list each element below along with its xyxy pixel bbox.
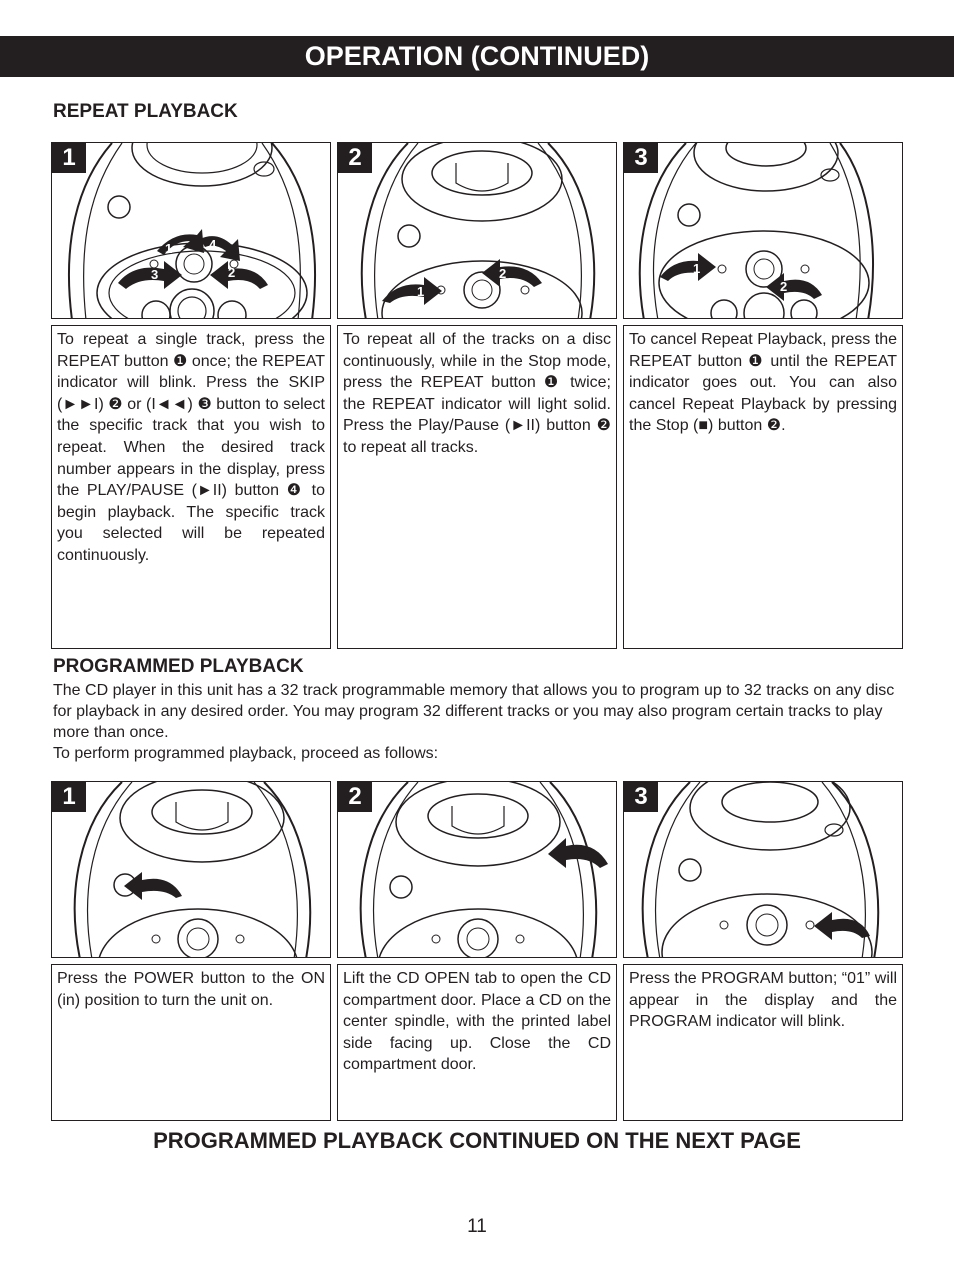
intro-paragraph: The CD player in this unit has a 32 track programmable memory that allows you to program up to 32 tracks on any disc for playback in any desired order. You may program 32 different tracks or you may also program certain tracks to play more than once. [53,682,895,741]
step-number-badge: 1 [52,143,86,173]
programmed-step-1-illustration [51,781,331,958]
callout-1: 1 [417,284,425,299]
repeat-step-3-text: To cancel Repeat Playback, press the REPEAT button ❶ until the REPEAT indicator goes out. You can also cancel Repeat Playback by pressing the Stop (■) button ❷. [623,325,903,649]
programmed-step-2-illustration [337,781,617,958]
cd-player-illustration [624,143,903,319]
callout-2: 2 [780,279,788,294]
cd-player-illustration [52,782,331,958]
callout-1: 1 [693,261,701,276]
programmed-step-2-text: Lift the CD OPEN tab to open the CD compartment door. Place a CD on the center spindle, with the printed label side facing up. Close the CD compartment door. [337,964,617,1121]
cd-player-illustration [52,143,331,319]
page-number: 11 [467,1216,487,1237]
cd-player-illustration [338,143,617,319]
callout-2: 2 [499,266,507,281]
page-title: OPERATION (CONTINUED) [304,41,650,71]
callout-3: 3 [151,267,159,282]
step-number-badge: 3 [624,782,658,812]
repeat-step-1-illustration [51,142,331,319]
programmed-section-title: PROGRAMMED PLAYBACK [53,656,304,677]
programmed-step-3-illustration [623,781,903,958]
step-number-badge: 2 [338,782,372,812]
continued-note: PROGRAMMED PLAYBACK CONTINUED ON THE NEXT PAGE [153,1128,801,1153]
repeat-section-title: REPEAT PLAYBACK [53,101,238,122]
repeat-step-2-illustration [337,142,617,319]
callout-4: 4 [209,237,217,252]
programmed-step-1-text: Press the POWER button to the ON (in) position to turn the unit on. [51,964,331,1121]
step-number-badge: 1 [52,782,86,812]
step-number-badge: 3 [624,143,658,173]
repeat-step-2-text: To repeat all of the tracks on a disc continuously, while in the Stop mode, press the REPEAT button ❶ twice; the REPEAT indicator will light solid. Press the Play/Pause (►II) button ❷ to repeat all tracks. [337,325,617,649]
programmed-intro [53,680,903,764]
callout-1: 1 [165,241,173,256]
programmed-step-3-text: Press the PROGRAM button; “01” will appear in the display and the PROGRAM indicator will blink. [623,964,903,1121]
cd-player-illustration [338,782,617,958]
callout-2: 2 [228,265,236,280]
repeat-step-1-text: To repeat a single track, press the REPEAT button ❶ once; the REPEAT indicator will blink. Press the SKIP (►►I) ❷ or (I◄◄) ❸ button to select the specific track that you wish to repeat. When the desired track number appears in the display, press the PLAY/PAUSE (►II) button ❹ to begin playback. The specific track you selected will be repeated continuously. [51,325,331,649]
intro-instruction: To perform programmed playback, proceed as follows: [53,745,439,762]
repeat-step-3-illustration [623,142,903,319]
cd-player-illustration [624,782,903,958]
step-number-badge: 2 [338,143,372,173]
